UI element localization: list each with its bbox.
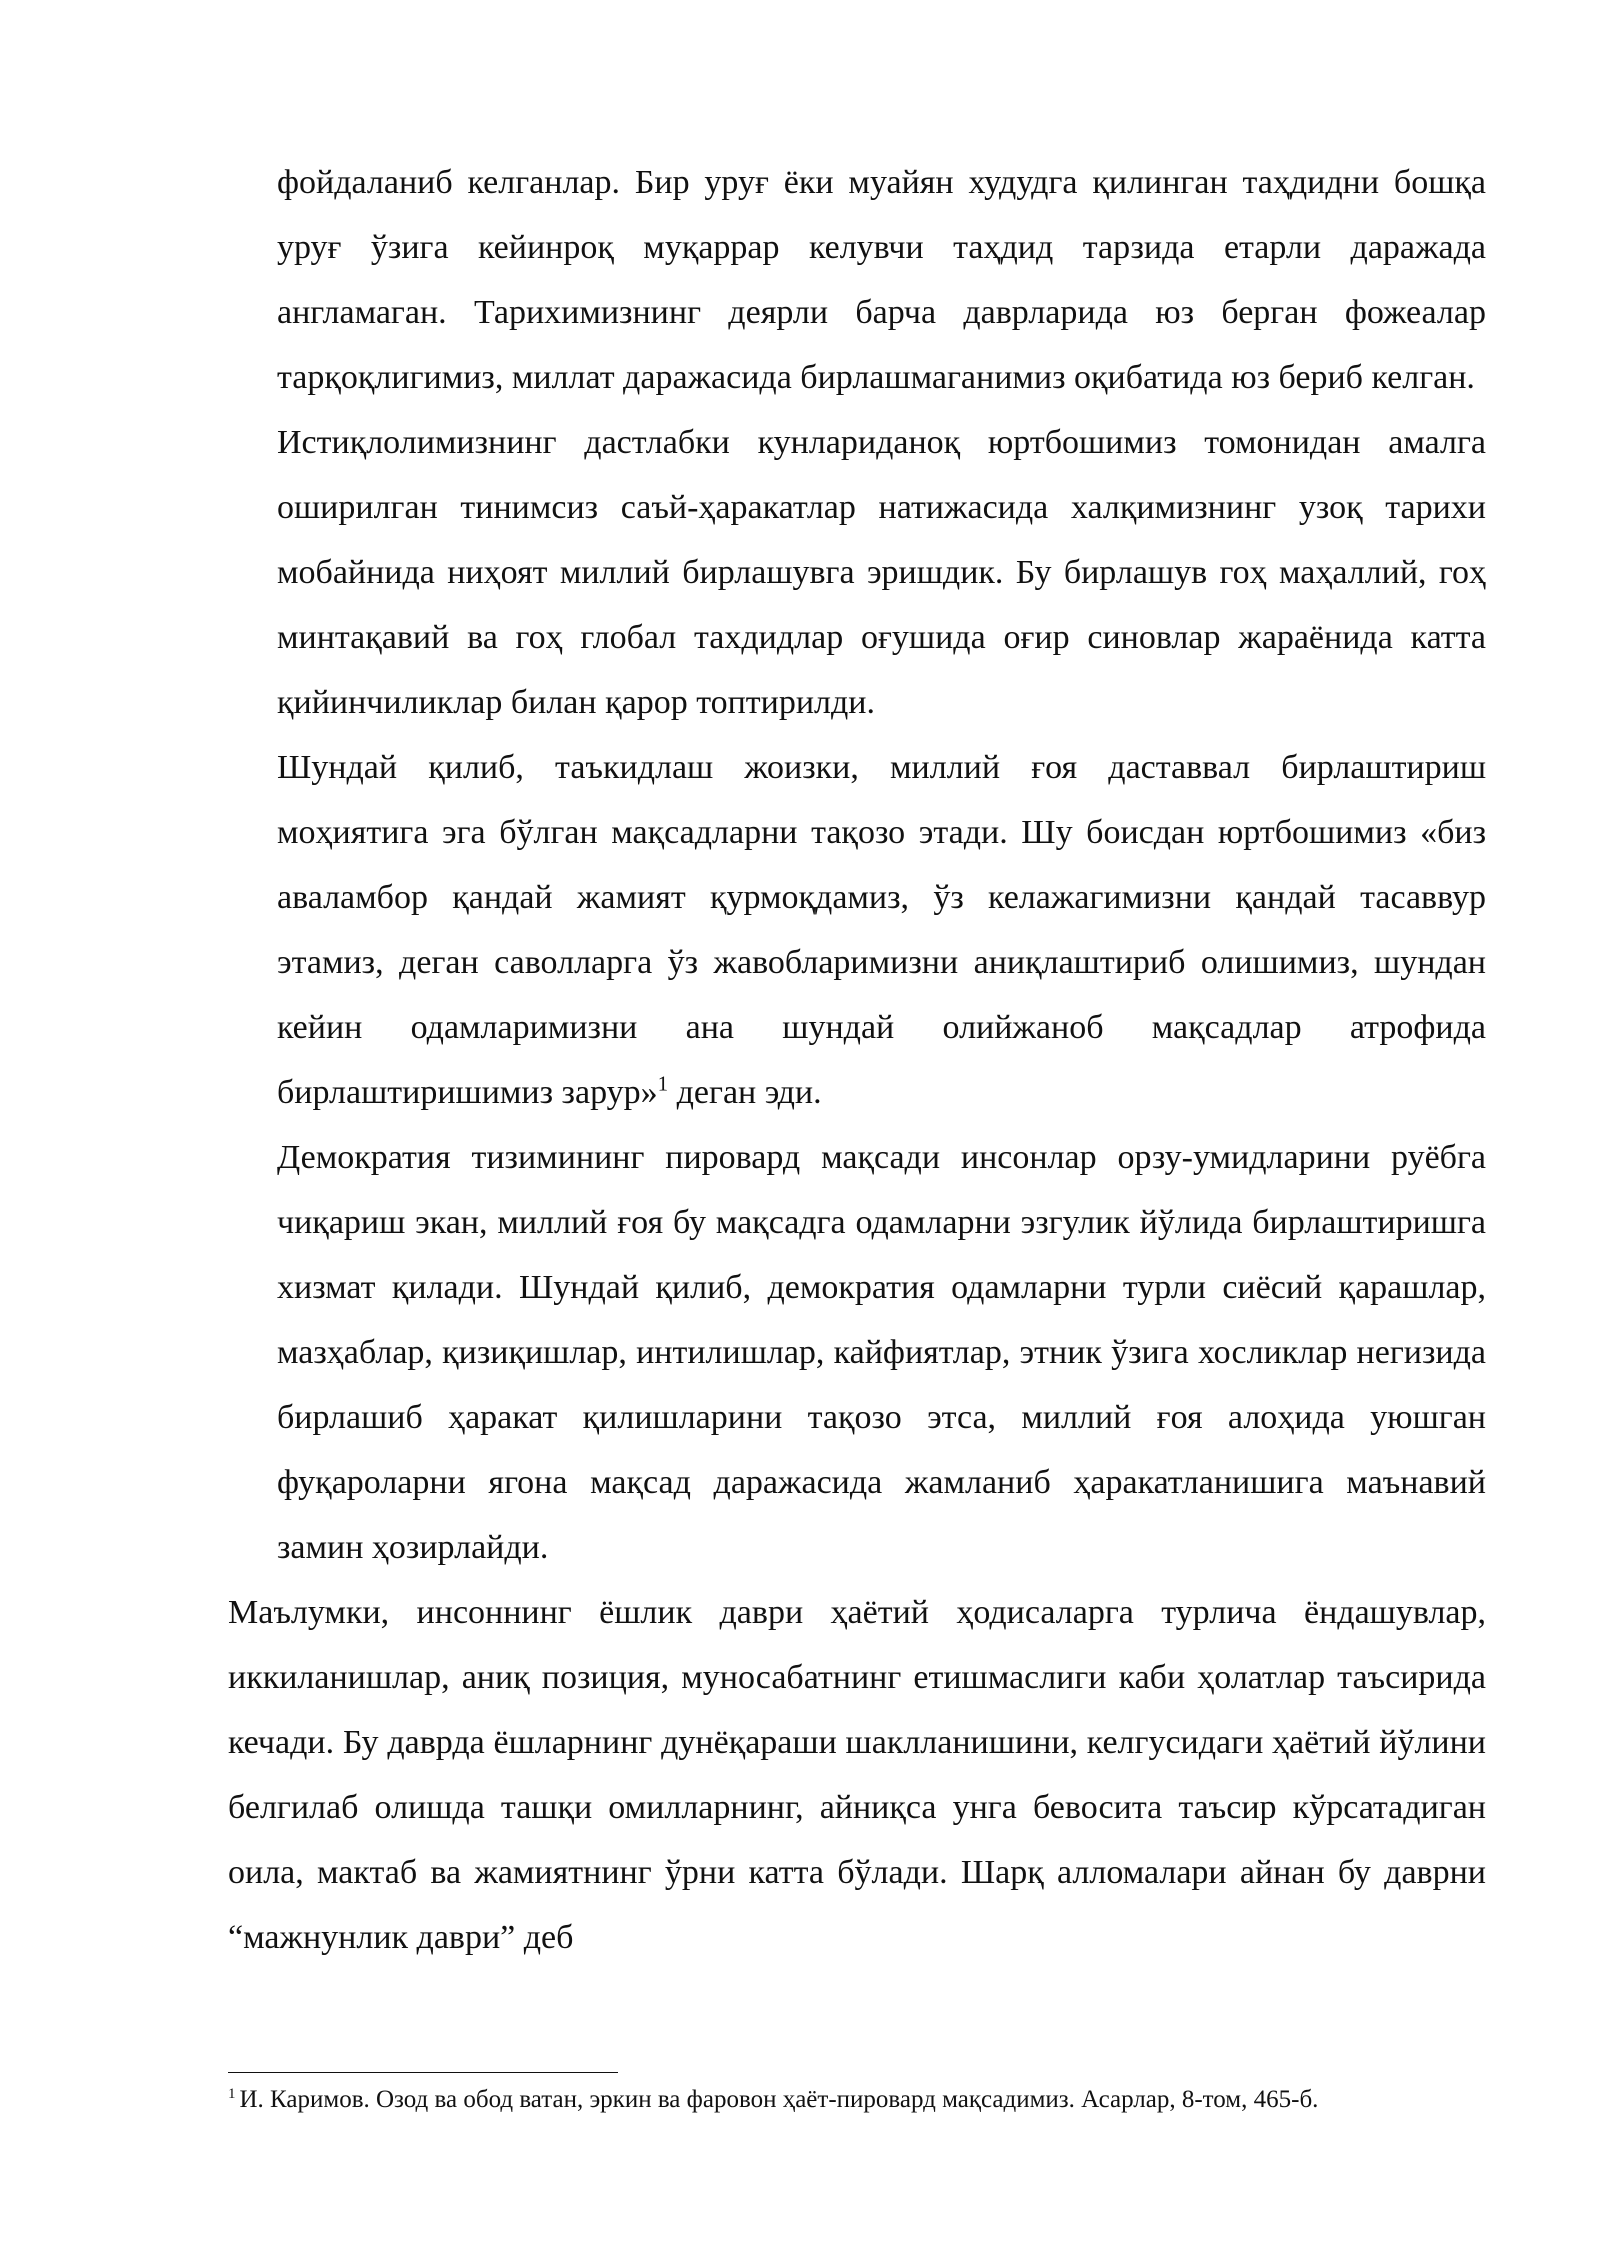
footnote-text: И. Каримов. Озод ва обод ватан, эркин ва фаровон ҳаёт-пировард мақсадимиз. Асарлар, 8-том, 465-б.: [239, 2086, 1319, 2113]
paragraph-1: фойдаланиб келганлар. Бир уруғ ёки муайян худудга қилинган таҳдидни бошқа уруғ ўзига кейинроқ муқаррар келувчи таҳдид тарзида етарли даражада англамаган. Тарихимизнинг деярли барча даврларида юз берган фожеалар тарқоқлигимиз, миллат даражасида бирлашмаганимиз оқибатида юз бериб келган.: [277, 164, 1486, 396]
footnote: [228, 2080, 1486, 2120]
paragraph-3-text: Шундай қилиб, таъкидлаш жоизки, миллий ғоя даставвал бирлаштириш моҳиятига эга бўлган мақсадларни тақозо этади. Шу боисдан юртбошимиз «биз аваламбор қандай жамият қурмоқдамиз, ўз келажагимизни қандай тасаввур этамиз, деган саволларга ўз жавобларимизни аниқлаштириб олишимиз, шундан кейин одамларимизни ана шундай олийжаноб мақсадлар атрофида бирлаштиришимиз зарур»: [277, 749, 1486, 1111]
footnote-separator: [228, 2072, 618, 2073]
footnote-reference[interactable]: 1: [657, 1071, 669, 1096]
paragraph-4: Демократия тизимининг пировард мақсади инсонлар орзу-умидларини руёбга чиқариш экан, миллий ғоя бу мақсадга одамларни эзгулик йўлида бирлаштиришга хизмат қилади. Шундай қилиб, демократия одамларни турли сиёсий қарашлар, мазҳаблар, қизиқишлар, интилишлар, кайфиятлар, этник ўзига хосликлар негизида бирлашиб ҳаракат қилишларини тақозо этса, миллий ғоя алоҳида уюшган фуқароларни ягона мақсад даражасида жамланиб ҳаракатланишига маънавий замин ҳозирлайди.: [277, 1139, 1486, 1566]
paragraph-3-text-end: деган эди.: [668, 1074, 822, 1111]
main-text: [228, 150, 1486, 1970]
paragraph-3: [228, 735, 1486, 1125]
paragraph-5: Маълумки, инсоннинг ёшлик даври ҳаётий ҳодисаларга турлича ёндашувлар, иккиланишлар, аниқ позиция, муносабатнинг етишмаслиги каби ҳолатлар таъсирида кечади. Бу даврда ёшларнинг дунёқараши шаклланишини, келгусидаги ҳаётий йўлини белгилаб олишда ташқи омилларнинг, айниқса унга бевосита таъсир кўрсатадиган оила, мактаб ва жамиятнинг ўрни катта бўлади. Шарқ алломалари айнан бу даврни “мажнунлик даври” деб: [228, 1594, 1486, 1956]
paragraph-2: Истиқлолимизнинг дастлабки кунлариданоқ юртбошимиз томонидан амалга оширилган тинимсиз саъй-ҳаракатлар натижасида халқимизнинг узоқ тарихи мобайнида ниҳоят миллий бирлашувга эришдик. Бу бирлашув гоҳ маҳаллий, гоҳ минтақавий ва гоҳ глобал тахдидлар оғушида оғир синовлар жараёнида катта қийинчиликлар билан қарор топтирилди.: [277, 424, 1486, 721]
footnote-number: 1: [228, 2085, 236, 2102]
